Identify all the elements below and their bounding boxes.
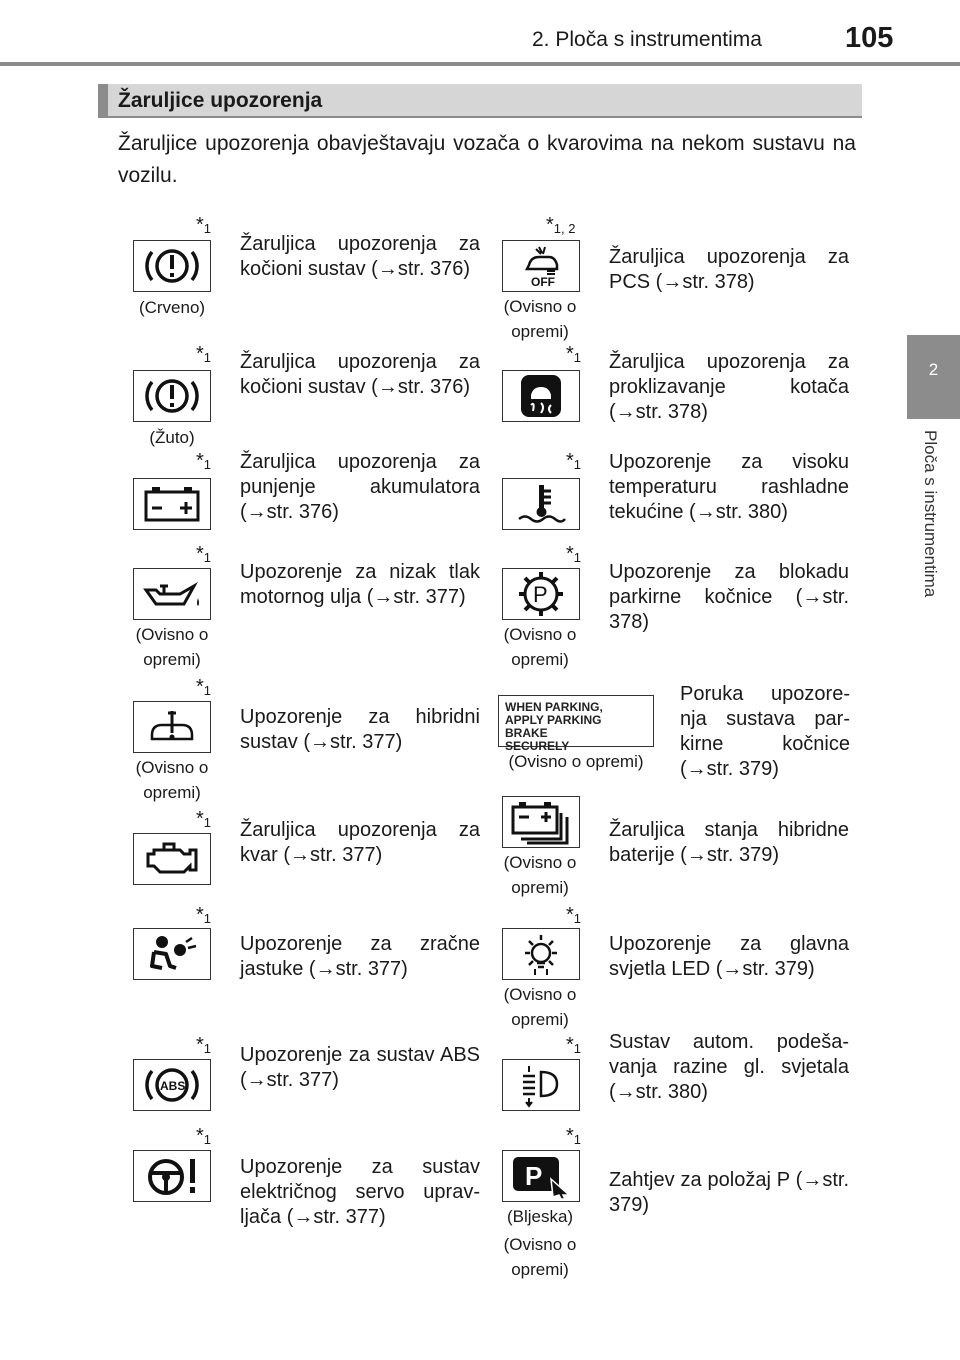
light-description: Upozorenje za sustav ABS (→str. 377) xyxy=(240,1044,480,1091)
light-description: Upozorenje za glavna svjetla LED (→str. 379) xyxy=(609,933,849,980)
pcs-off-icon xyxy=(502,240,580,292)
icon-caption: (Bljeska) xyxy=(506,1207,574,1226)
light-description: Žaruljica upozorenja za proklizavanje kotača (→str. 378) xyxy=(609,351,849,423)
footnote-mark: $*_1$ xyxy=(566,343,582,365)
header-rule xyxy=(0,62,960,66)
hybrid-battery-icon xyxy=(502,796,580,848)
light-description: Zahtjev za položaj P (→str. 379) xyxy=(609,1169,849,1216)
airbag-icon xyxy=(133,928,211,980)
parking-brake-gear-icon xyxy=(502,568,580,620)
headlight-led-icon xyxy=(502,928,580,980)
engine-malfunction-icon xyxy=(133,833,211,885)
footnote-mark: $*_1$ xyxy=(566,450,582,472)
page-number: 105 xyxy=(845,22,894,54)
footnote-mark: $*_1$ xyxy=(196,904,212,926)
side-tab-number: 2 xyxy=(907,335,960,419)
light-description: Sustav autom. podeša-vanja razine gl. svjetala (→str. 380) xyxy=(609,1031,849,1103)
light-description: Upozorenje za nizak tlak motornog ulja (→str. 377) xyxy=(240,561,480,608)
svg-text:ABS: ABS xyxy=(160,1079,186,1093)
icon-caption: (Ovisno o opremi) xyxy=(503,625,577,669)
footnote-mark: $*_1$ xyxy=(196,808,212,830)
footnote-mark: $*_1$ xyxy=(196,214,212,236)
svg-text:P: P xyxy=(533,582,548,607)
icon-caption: (Žuto) xyxy=(149,428,195,447)
hybrid-system-icon xyxy=(133,701,211,753)
light-description: Upozorenje za sustav električnog servo uprav-ljača (→str. 377) xyxy=(240,1156,480,1228)
footnote-mark: $*_{1, 2}$ xyxy=(546,214,576,236)
footnote-mark: $*_1$ xyxy=(196,450,212,472)
footnote-mark: $*_1$ xyxy=(196,343,212,365)
light-description: Poruka upozore-nja sustava par-kirne kočnice (→str. 379) xyxy=(680,683,850,780)
footnote-mark: $*_1$ xyxy=(566,543,582,565)
section-accent xyxy=(98,84,108,118)
light-description: Upozorenje za hibridni sustav (→str. 377) xyxy=(240,706,480,753)
parking-brake-message-display xyxy=(498,695,654,753)
svg-text:OFF: OFF xyxy=(531,275,555,289)
message-line: WHEN PARKING, xyxy=(505,700,603,714)
footnote-mark: $*_1$ xyxy=(566,1034,582,1056)
icon-caption: (Ovisno o opremi) xyxy=(503,297,577,341)
light-description: Žaruljica upozorenja za kvar (→str. 377) xyxy=(240,819,480,866)
light-description: Upozorenje za visoku temperaturu rashladne tekućine (→str. 380) xyxy=(609,451,849,523)
icon-caption: (Ovisno o opremi) xyxy=(508,752,644,771)
icon-caption: (Crveno) xyxy=(138,298,206,317)
power-steering-icon xyxy=(133,1150,211,1202)
brake-warning-icon xyxy=(133,240,211,292)
icon-caption: (Ovisno o opremi) xyxy=(503,985,577,1029)
message-line: APPLY PARKING BRAKE xyxy=(505,713,602,740)
footnote-mark: $*_1$ xyxy=(196,1125,212,1147)
coolant-temperature-icon xyxy=(502,478,580,530)
icon-caption: (Ovisno o opremi) xyxy=(135,758,209,802)
footnote-mark: $*_1$ xyxy=(196,1034,212,1056)
abs-icon xyxy=(133,1059,211,1111)
light-description: Žaruljica stanja hibridne baterije (→str. 379) xyxy=(609,819,849,866)
light-description: Žaruljica upozorenja za punjenje akumulatora (→str. 376) xyxy=(240,451,480,523)
light-description: Žaruljica upozorenja za PCS (→str. 378) xyxy=(609,246,849,293)
brake-warning-icon xyxy=(133,370,211,422)
section-title: Žaruljice upozorenja xyxy=(118,89,323,112)
footnote-mark: $*_1$ xyxy=(196,543,212,565)
footnote-mark: $*_1$ xyxy=(566,1125,582,1147)
battery-icon xyxy=(133,478,211,530)
oil-pressure-icon xyxy=(133,568,211,620)
footnote-mark: $*_1$ xyxy=(566,904,582,926)
footnote-mark: $*_1$ xyxy=(196,676,212,698)
p-position-request-icon xyxy=(502,1150,580,1202)
chapter-title: 2. Ploča s instrumentima xyxy=(532,28,762,51)
light-description: Žaruljica upozorenja za kočioni sustav (→str. 376) xyxy=(240,351,480,398)
slip-indicator-icon xyxy=(502,370,580,422)
side-tab-label: Ploča s instrumentima xyxy=(921,430,940,598)
svg-text:P: P xyxy=(525,1161,543,1191)
icon-caption: (Ovisno o opremi) xyxy=(503,853,577,897)
section-intro: Žaruljice upozorenja obavještavaju vozača o kvarovima na nekom sustavu na vozilu. xyxy=(118,132,856,187)
icon-caption: (Ovisno o opremi) xyxy=(135,625,209,669)
headlight-leveling-icon xyxy=(502,1059,580,1111)
light-description: Upozorenje za zračne jastuke (→str. 377) xyxy=(240,933,480,980)
icon-caption: (Ovisno o opremi) xyxy=(503,1235,577,1279)
light-description: Upozorenje za blokadu parkirne kočnice (→str. 378) xyxy=(609,561,849,633)
light-description: Žaruljica upozorenja za kočioni sustav (→str. 376) xyxy=(240,233,480,280)
section-heading xyxy=(98,84,862,118)
message-line: SECURELY xyxy=(505,739,570,753)
